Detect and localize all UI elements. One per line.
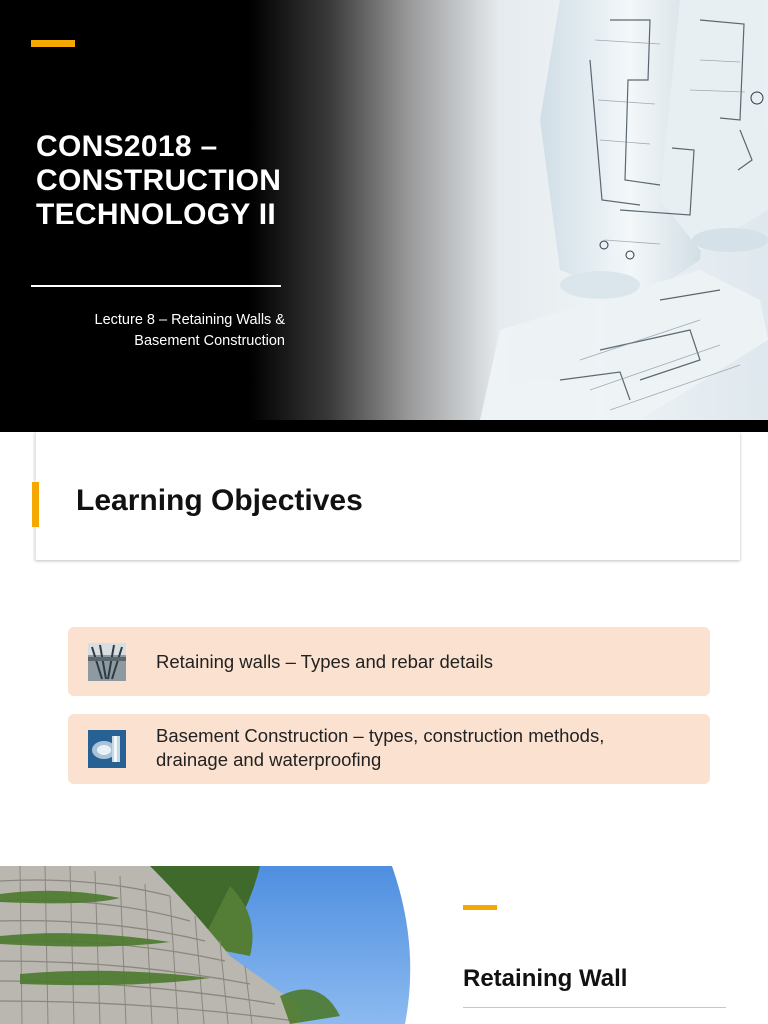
rebar-icon <box>88 643 126 681</box>
title-divider <box>31 285 281 287</box>
objectives-slide <box>0 432 768 836</box>
heading-accent-bar <box>32 482 39 527</box>
retaining-wall-slide <box>0 866 768 1024</box>
objective-item <box>68 714 710 784</box>
slide-bottom-band <box>0 420 768 432</box>
pipe-icon <box>88 730 126 768</box>
objective-text: Retaining walls – Types and rebar details <box>156 651 493 672</box>
accent-bar <box>31 40 75 47</box>
objectives-heading: Learning Objectives <box>76 484 363 517</box>
retaining-wall-photo <box>0 866 420 1024</box>
course-title: CONS2018 – CONSTRUCTION TECHNOLOGY II <box>36 130 282 231</box>
title-slide <box>0 0 768 432</box>
section-heading: Retaining Wall <box>463 965 628 992</box>
objective-text: Basement Construction – types, construction methods, drainage and waterproofing <box>156 725 605 770</box>
lecture-subtitle: Lecture 8 – Retaining Walls & Basement Construction <box>94 312 285 349</box>
heading-divider <box>463 1007 726 1008</box>
accent-bar <box>463 905 497 910</box>
objective-item <box>68 627 710 696</box>
